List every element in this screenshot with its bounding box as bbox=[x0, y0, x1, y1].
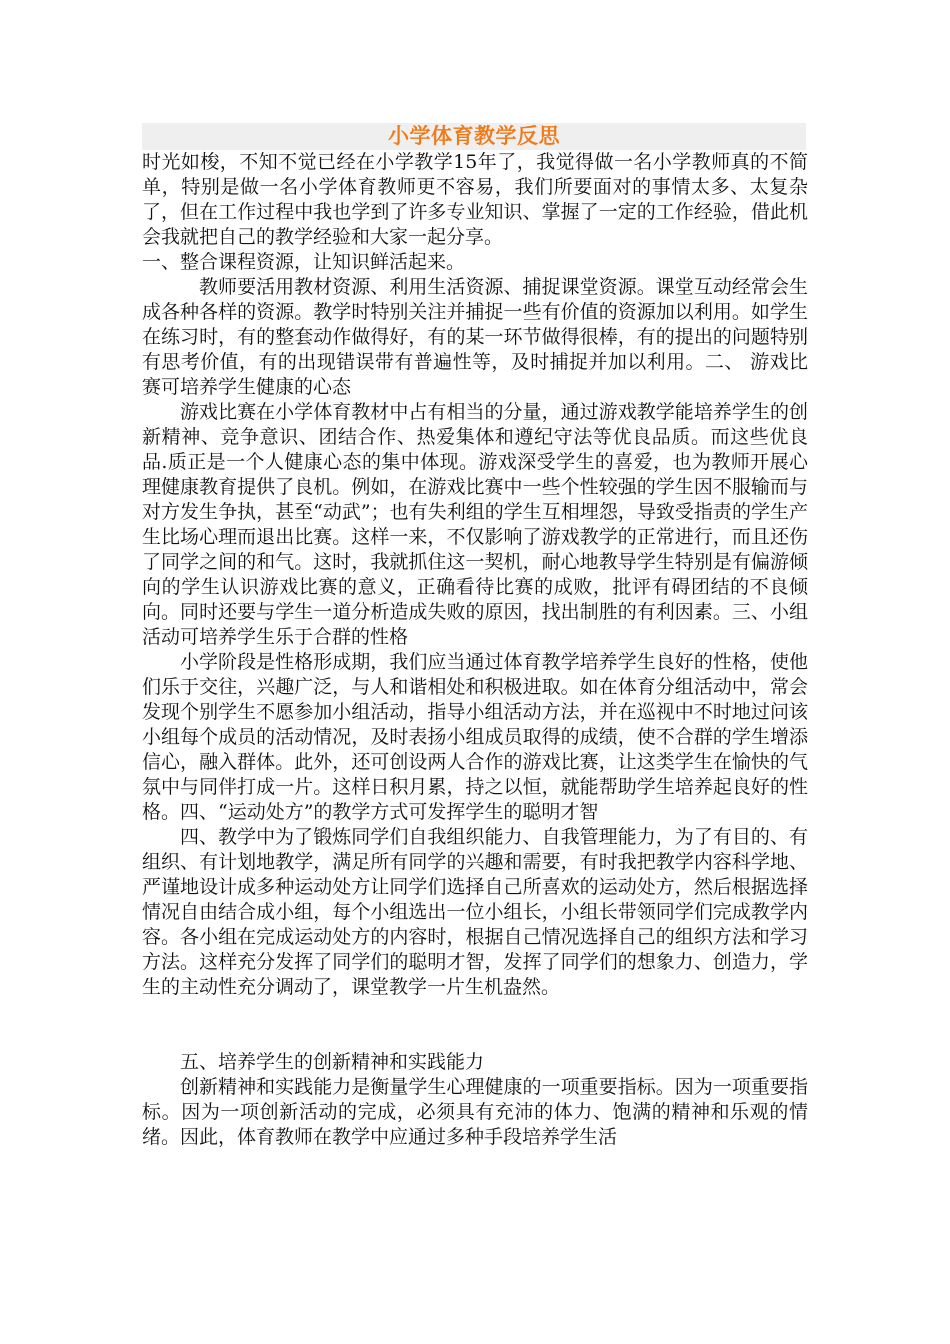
body-paragraph-1: 教师要活用教材资源、利用生活资源、捕捉课堂资源。课堂互动经常会生成各种各样的资源。教学时特别关注并捕捉一些有价值的资源加以利用。如学生在练习时，有的整套动作做得好，有的某一环节做得很棒，有的提出的问题特别有思考价值，有的出现错误带有普遍性等，及时捕捉并加以利用。二、 游戏比赛可培养学生健康的心态 bbox=[142, 276, 808, 398]
body-paragraph-3: 小学阶段是性格形成期，我们应当通过体育教学培养学生良好的性格，使他们乐于交往，兴趣广泛，与人和谐相处和积极进取。如在体育分组活动中，常会发现个别学生不愿参加小组活动，指导小组活动方法，并在巡视中不时地过问该小组每个成员的活动情况，及时表扬小组成员取得的成绩，使不合群的学生增添信心，融入群体。此外，还可创设两人合作的游戏比赛，让这类学生在愉快的气氛中与同伴打成一片。这样日积月累，持之以恒，就能帮助学生培养起良好的性格。四、“运动处方”的教学方式可发挥学生的聪明才智 bbox=[142, 651, 808, 823]
document-title: 小学体育教学反思 bbox=[388, 124, 560, 148]
section-heading-1: 一、整合课程资源，让知识鲜活起来。 bbox=[142, 251, 466, 273]
intro-paragraph: 时光如梭，不知不觉已经在小学教学15年了，我觉得做一名小学教师真的不简单，特别是做一名小学体育教师更不容易，我们所要面对的事情太多、太复杂了，但在工作过程中我也学到了许多专业知识、掌握了一定的工作经验，借此机会我就把自己的教学经验和大家一起分享。 bbox=[142, 151, 808, 248]
body-paragraph-5: 创新精神和实践能力是衡量学生心理健康的一项重要指标。因为一项重要指标。因为一项创新活动的完成，必须具有充沛的体力、饱满的精神和乐观的情绪。因此，体育教师在教学中应通过多种手段培养学生活 bbox=[142, 1076, 808, 1148]
document-body bbox=[142, 150, 808, 1150]
section-heading-5: 五、培养学生的创新精神和实践能力 bbox=[180, 1051, 485, 1073]
paragraph-spacer bbox=[142, 1000, 808, 1050]
body-paragraph-2: 游戏比赛在小学体育教材中占有相当的分量，通过游戏教学能培养学生的创新精神、竞争意识、团结合作、热爱集体和遵纪守法等优良品质。而这些优良品.质正是一个人健康心态的集中体现。游戏深受学生的喜爱，也为教师开展心理健康教育提供了良机。例如，在游戏比赛中一些个性较强的学生因不服输而与对方发生争执，甚至“动武”；也有失利组的学生互相埋怨，导致受指责的学生产生比场心理而退出比赛。这样一来，不仅影响了游戏教学的正常进行，而且还伤了同学之间的和气。这时，我就抓住这一契机，耐心地教导学生特别是有偏游倾向的学生认识游戏比赛的意义，正确看待比赛的成败，批评有碍团结的不良倾向。同时还要与学生一道分析造成失败的原因，找出制胜的有利因素。三、小组活动可培养学生乐于合群的性格 bbox=[142, 401, 808, 648]
body-paragraph-4: 四、教学中为了锻炼同学们自我组织能力、自我管理能力，为了有目的、有组织、有计划地教学，满足所有同学的兴趣和需要，有时我把教学内容科学地、严谨地设计成多种运动处方让同学们选择自己所喜欢的运动处方，然后根据选择情况自由结合成小组，每个小组选出一位小组长，小组长带领同学们完成教学内容。各小组在完成运动处方的内容时，根据自己情况选择自己的组织方法和学习方法。这样充分发挥了同学们的聪明才智，发挥了同学们的想象力、创造力，学生的主动性充分调动了，课堂教学一片生机盎然。 bbox=[142, 826, 808, 998]
